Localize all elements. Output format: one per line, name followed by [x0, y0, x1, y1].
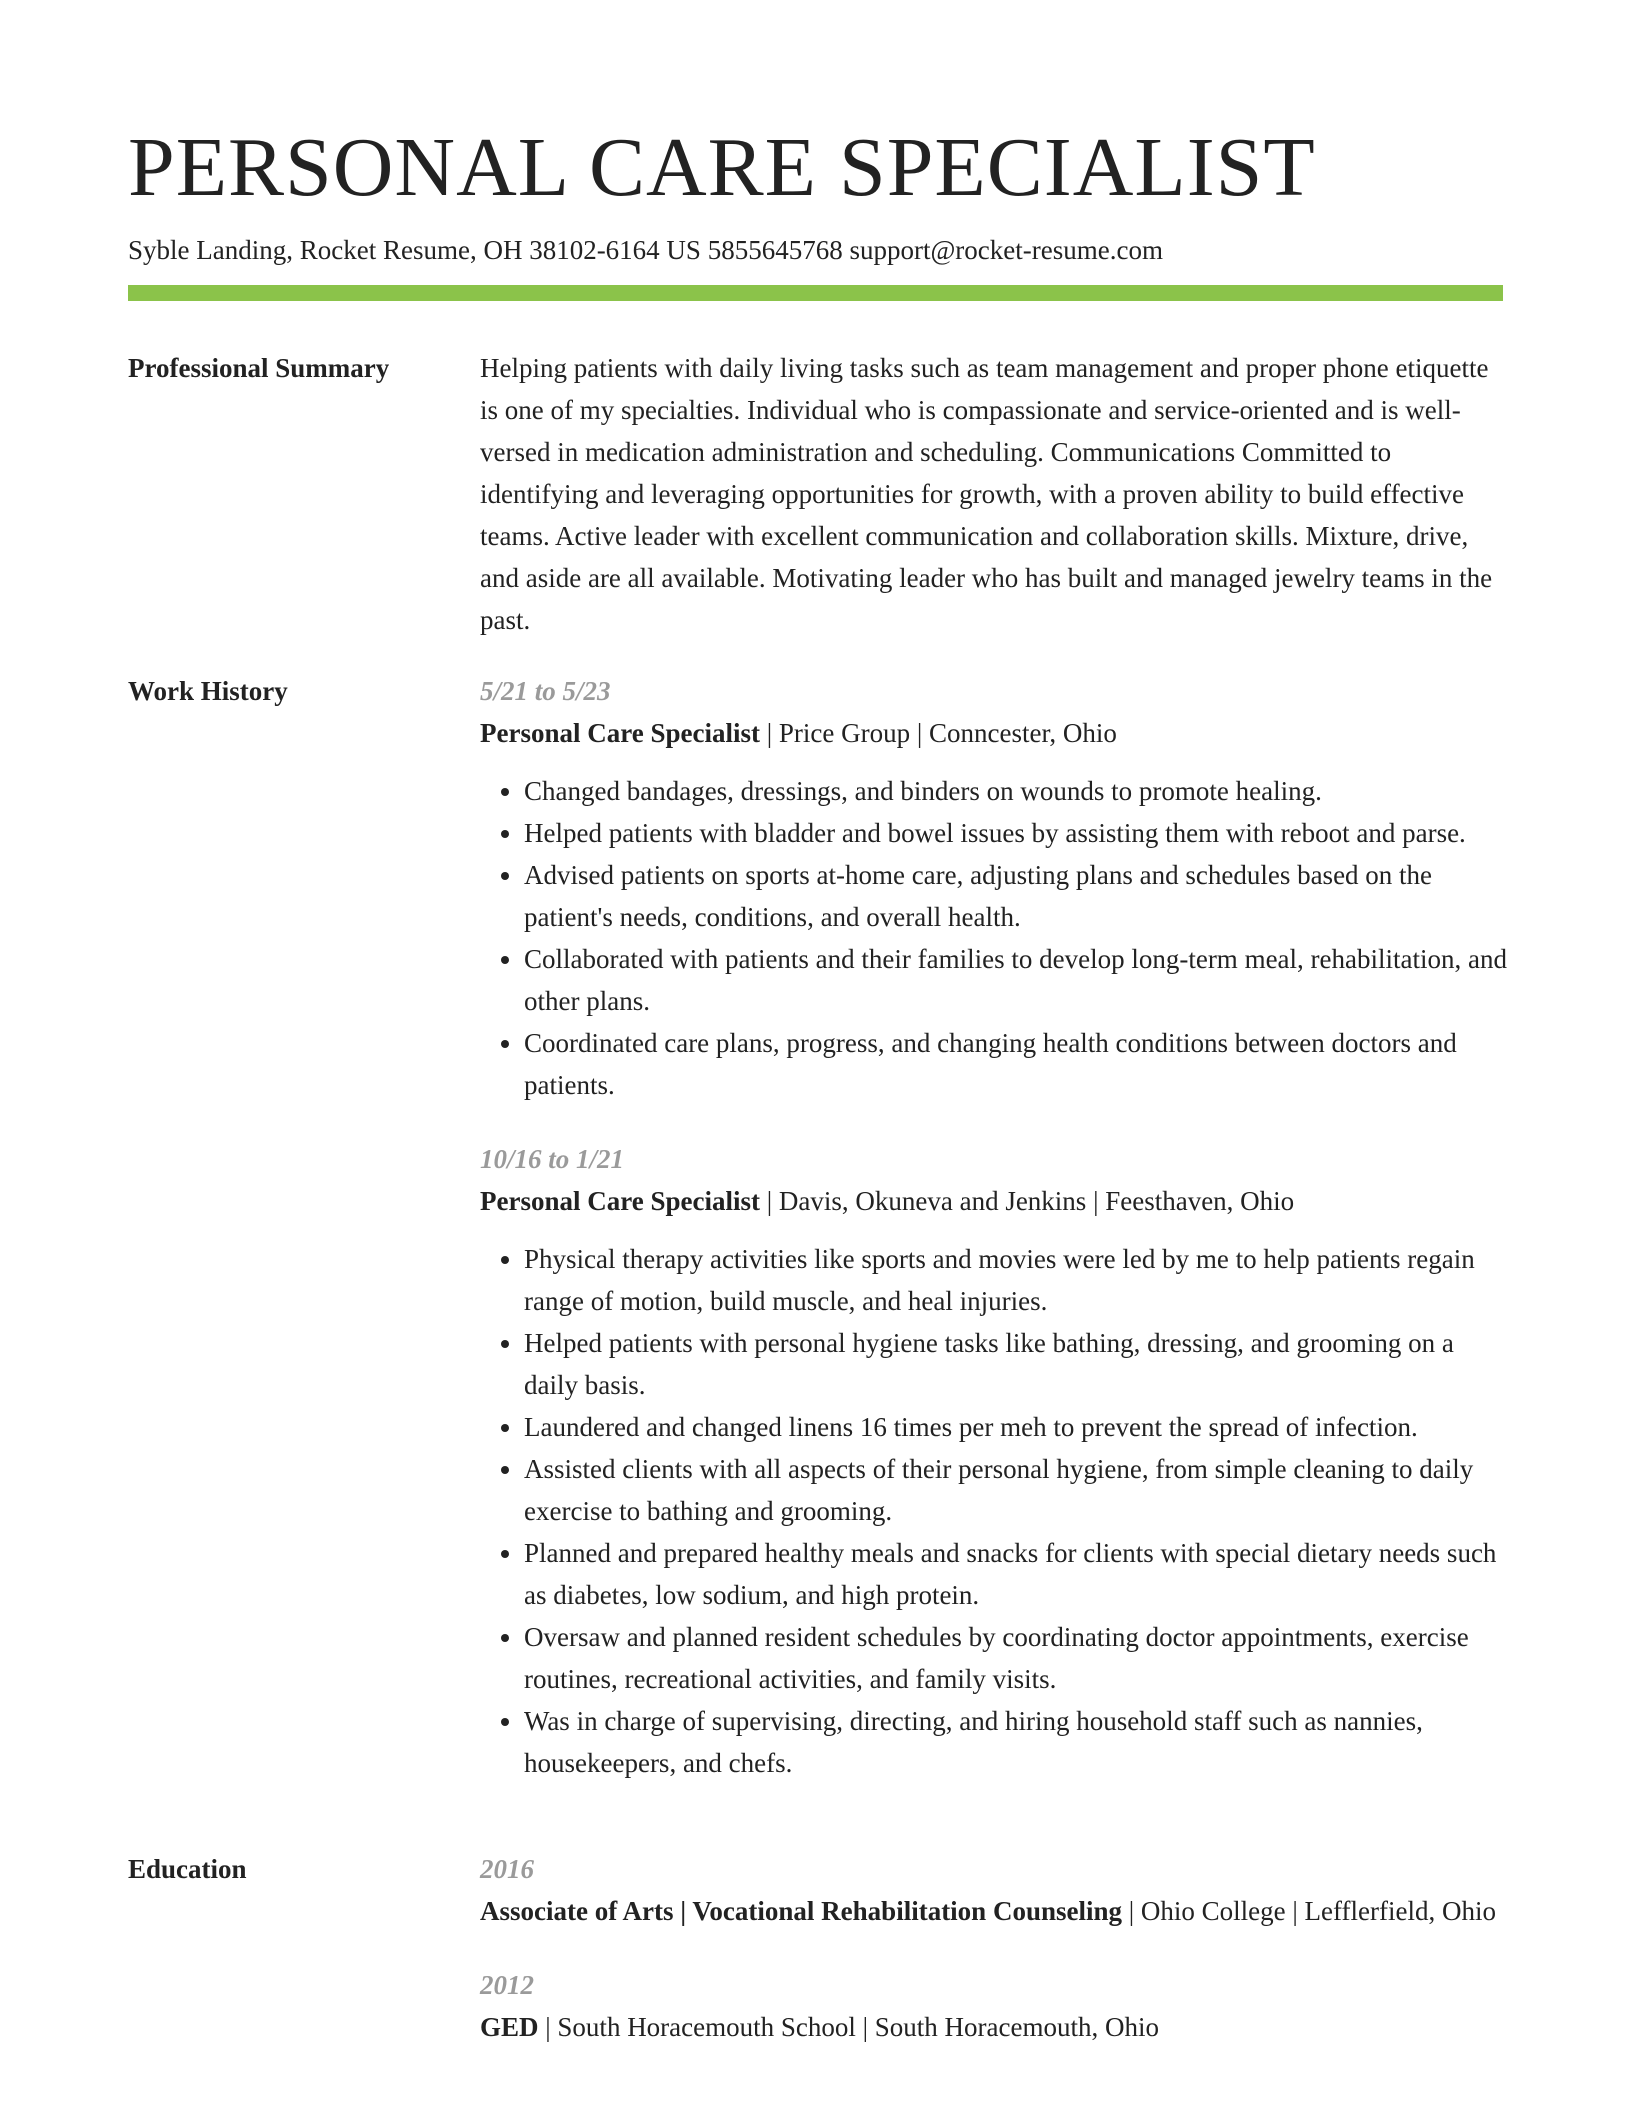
education-entry	[480, 1848, 1510, 1932]
education-body	[480, 1848, 1510, 2048]
job-duty: • Helped patients with personal hygiene tasks like bathing, dressing, and grooming on a daily basis.	[524, 1322, 1510, 1406]
education-year: 2012	[480, 1970, 534, 2000]
education-school-location: | Ohio College | Lefflerfield, Ohio	[1122, 1896, 1496, 1926]
job-duty: • Was in charge of supervising, directing, and hiring household staff such as nannies, housekeepers, and chefs.	[524, 1700, 1510, 1784]
education-degree: Associate of Arts | Vocational Rehabilitation Counseling	[480, 1896, 1122, 1926]
job-entry	[480, 670, 1510, 1106]
job-duty: • Assisted clients with all aspects of their personal hygiene, from simple cleaning to daily exercise to bathing and grooming.	[524, 1448, 1510, 1532]
job-employer-location: | Davis, Okuneva and Jenkins | Feesthaven, Ohio	[759, 1186, 1295, 1216]
job-title: Personal Care Specialist	[480, 718, 760, 748]
job-duties-list	[480, 1238, 1510, 1784]
job-duty: • Laundered and changed linens 16 times per meh to prevent the spread of infection.	[524, 1406, 1510, 1448]
work-history-heading: Work History	[128, 676, 288, 706]
job-entry	[480, 1138, 1510, 1784]
accent-divider	[128, 285, 1503, 301]
education-entry	[480, 1964, 1510, 2048]
job-dates: 5/21 to 5/23	[480, 676, 611, 706]
summary-body	[480, 347, 1510, 641]
job-title: Personal Care Specialist	[480, 1186, 760, 1216]
education-school-location: | South Horacemouth School | South Horacemouth, Ohio	[538, 2012, 1160, 2042]
job-employer-location: | Price Group | Conncester, Ohio	[759, 718, 1117, 748]
job-duty: • Oversaw and planned resident schedules by coordinating doctor appointments, exercise routines, recreational activities, and family visits.	[524, 1616, 1510, 1700]
job-dates: 10/16 to 1/21	[480, 1144, 625, 1174]
job-duty: • Collaborated with patients and their families to develop long-term meal, rehabilitation, and other plans.	[524, 938, 1510, 1022]
education-year: 2016	[480, 1854, 534, 1884]
education-line	[480, 1890, 1510, 1932]
education-degree: GED	[480, 2012, 539, 2042]
summary-heading: Professional Summary	[128, 353, 390, 383]
job-duty: • Coordinated care plans, progress, and changing health conditions between doctors and patients.	[524, 1022, 1510, 1106]
education-line	[480, 2006, 1510, 2048]
job-role-line	[480, 1180, 1510, 1222]
job-duty: • Physical therapy activities like sports and movies were led by me to help patients regain range of motion, build muscle, and heal injuries.	[524, 1238, 1510, 1322]
resume-title: PERSONAL CARE SPECIALIST	[128, 121, 1316, 214]
contact-line: Syble Landing, Rocket Resume, OH 38102-6164 US 5855645768 support@rocket-resume.com	[128, 235, 1163, 265]
job-duty: • Planned and prepared healthy meals and snacks for clients with special dietary needs such as diabetes, low sodium, and high protein.	[524, 1532, 1510, 1616]
job-duty: • Advised patients on sports at-home care, adjusting plans and schedules based on the patient's needs, conditions, and overall health.	[524, 854, 1510, 938]
job-duty: • Helped patients with bladder and bowel issues by assisting them with reboot and parse.	[524, 812, 1510, 854]
job-role-line	[480, 712, 1510, 754]
job-duty: • Changed bandages, dressings, and binders on wounds to promote healing.	[524, 770, 1510, 812]
job-duties-list	[480, 770, 1510, 1106]
education-heading: Education	[128, 1854, 247, 1884]
summary-text: Helping patients with daily living tasks such as team management and proper phone etiquette is one of my specialties. Individual who is compassionate and service-oriented and is well-versed in medication administration and scheduling. Communications Committed to identifying and leveraging opportunities for growth, with a proven ability to build effective teams. Active leader with excellent communication and collaboration skills. Mixture, drive, and aside are all available. Motivating leader who has built and managed jewelry teams in the past.	[480, 353, 1493, 635]
work-history-body	[480, 670, 1510, 1784]
